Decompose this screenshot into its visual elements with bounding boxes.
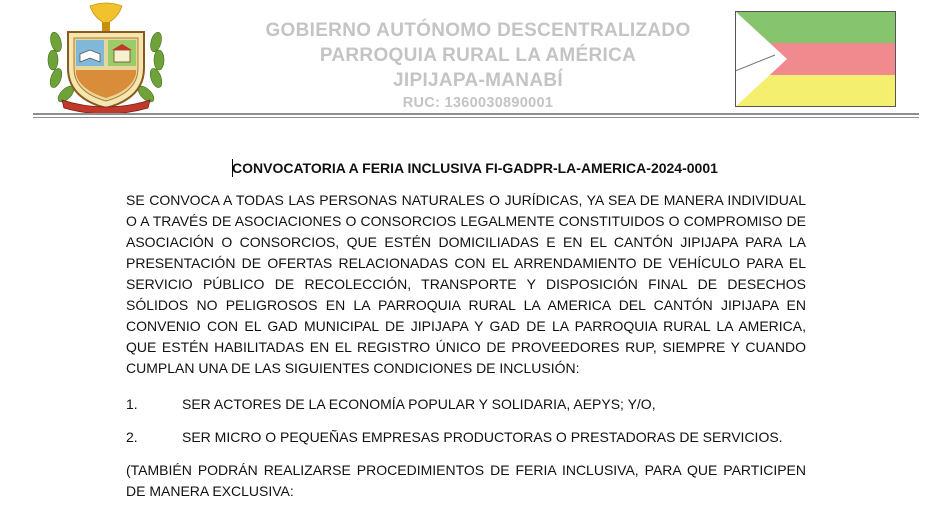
ruc-number: RUC: 1360030890001: [402, 95, 554, 111]
note-paragraph: (TAMBIÉN PODRÁN REALIZARSE PROCEDIMIENTOS DE FERIA INCLUSIVA, PARA QUE PARTICIPEN DE MANERA EXCLUSIVA:: [126, 462, 806, 499]
list-item-number: 1.: [126, 396, 138, 412]
parish-emblem: [44, 2, 168, 114]
header-rule-thick: [33, 113, 919, 115]
document-title: CONVOCATORIA A FERIA INCLUSIVA FI-GADPR-LA-AMERICA-2024-0001: [232, 160, 718, 176]
list-item: [126, 427, 783, 448]
parish-flag: [735, 11, 896, 107]
list-item-number: 2.: [126, 429, 138, 445]
list-item-text: SER MICRO O PEQUEÑAS EMPRESAS PRODUCTORAS O PRESTADORAS DE SERVICIOS.: [182, 429, 783, 445]
header-line-3: JIPIJAPA-MANABÍ: [393, 70, 563, 91]
header-rule-thin: [33, 117, 919, 118]
institution-header: [228, 18, 728, 113]
list-item: [126, 394, 656, 415]
header-line-2: PARROQUIA RURAL LA AMÉRICA: [319, 45, 637, 66]
header-line-1: GOBIERNO AUTÓNOMO DESCENTRALIZADO: [265, 20, 691, 41]
intro-paragraph: SE CONVOCA A TODAS LAS PERSONAS NATURALES O JURÍDICAS, YA SEA DE MANERA INDIVIDUAL O A TRAVÉS DE ASOCIACIONES O CONSORCIOS LEGALMENTE CONSTITUIDOS O COMPROMISO DE ASOCIACIÓN O CONSORCIOS, QUE ESTÉN DOMICILIADAS E EN EL CANTÓN JIPIJAPA PARA LA PRESENTACIÓN DE OFERTAS RELACIONADAS CON EL ARRENDAMIENTO DE VEHÍCULO PARA EL SERVICIO PÚBLICO DE RECOLECCIÓN, TRANSPORTE Y DISPOSICIÓN FINAL DE DESECHOS SÓLIDOS NO PELIGROSOS EN LA PARROQUIA RURAL LA AMERICA DEL CANTÓN JIPIJAPA EN CONVENIO CON EL GAD MUNICIPAL DE JIPIJAPA Y GAD DE LA PARROQUIA RURAL LA AMERICA, QUE ESTÉN HABILITADAS EN EL REGISTRO ÚNICO DE PROVEEDORES RUP, SIEMPRE Y CUANDO CUMPLAN UNA DE LAS SIGUIENTES CONDICIONES DE INCLUSIÓN:: [126, 192, 806, 376]
list-item-text: SER ACTORES DE LA ECONOMÍA POPULAR Y SOLIDARIA, AEPYS; Y/O,: [182, 396, 656, 412]
